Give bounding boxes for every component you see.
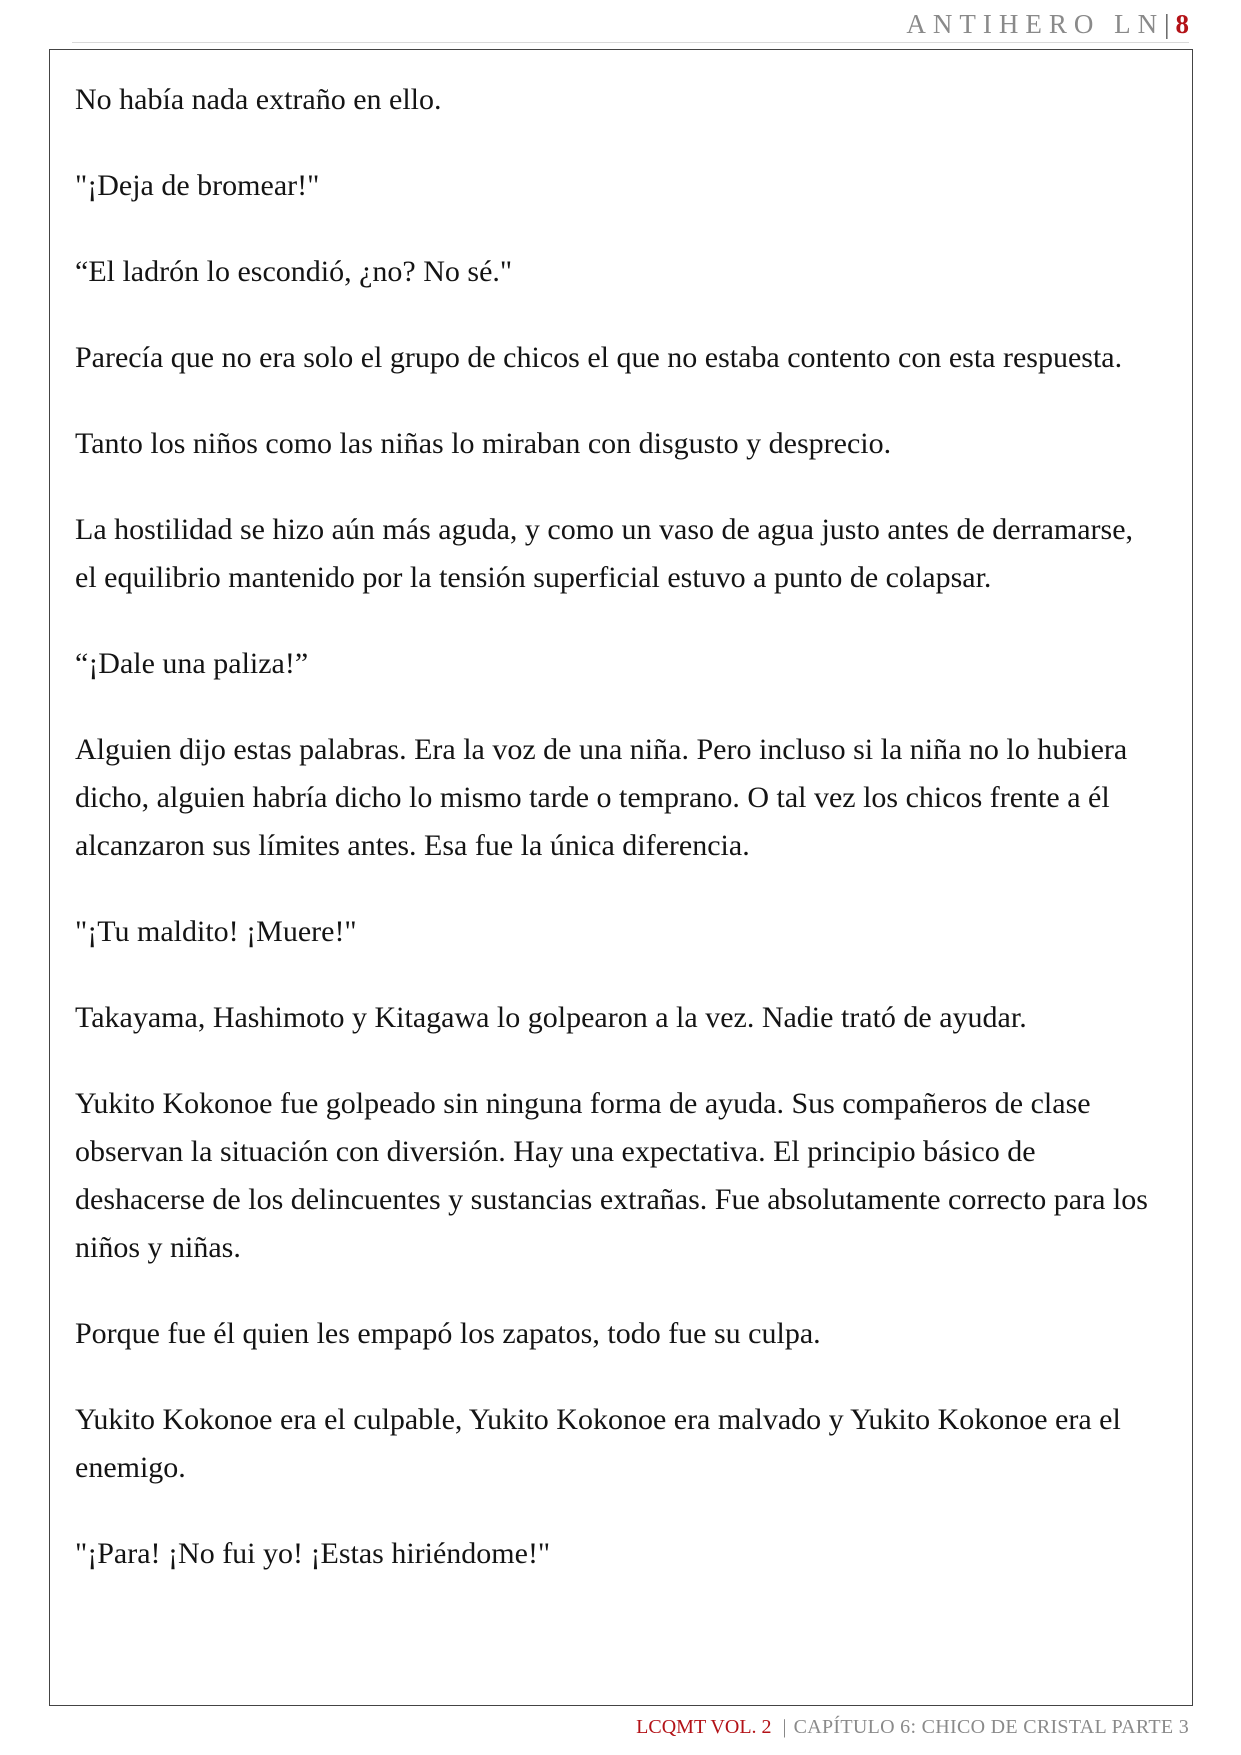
paragraph: Porque fue él quien les empapó los zapatos, todo fue su culpa. xyxy=(75,1317,821,1350)
paragraph: Yukito Kokonoe era el culpable, Yukito Kokonoe era malvado y Yukito Kokonoe era el enemigo. xyxy=(75,1403,1121,1484)
header-divider xyxy=(72,42,1189,43)
page-footer xyxy=(636,1716,1189,1739)
paragraph: Yukito Kokonoe fue golpeado sin ninguna forma de ayuda. Sus compañeros de clase observan la situación con diversión. Hay una expectativa. El principio básico de deshacerse de los delincuentes y sustancias extrañas. Fue absolutamente correcto para los niños y niñas. xyxy=(75,1087,1148,1264)
paragraph: "¡Tu maldito! ¡Muere!" xyxy=(75,915,357,948)
paragraph: "¡Deja de bromear!" xyxy=(75,169,320,202)
paragraph: No había nada extraño en ello. xyxy=(75,83,442,116)
paragraph: Takayama, Hashimoto y Kitagawa lo golpearon a la vez. Nadie trató de ayudar. xyxy=(75,1001,1027,1034)
header-separator: | xyxy=(1164,8,1170,39)
footer-separator: | xyxy=(782,1716,787,1738)
body-text xyxy=(75,76,1150,1616)
paragraph: La hostilidad se hizo aún más aguda, y como un vaso de agua justo antes de derramarse, el equilibrio mantenido por la tensión superficial estuvo a punto de colapsar. xyxy=(75,513,1134,594)
paragraph: Parecía que no era solo el grupo de chicos el que no estaba contento con esta respuesta. xyxy=(75,341,1123,374)
footer-volume: LCQMT VOL. 2 xyxy=(636,1716,772,1738)
book-title: ANTIHERO LN xyxy=(906,8,1165,39)
paragraph: “¡Dale una paliza!” xyxy=(75,647,309,680)
paragraph: Alguien dijo estas palabras. Era la voz de una niña. Pero incluso si la niña no lo hubiera dicho, alguien habría dicho lo mismo tarde o temprano. O tal vez los chicos frente a él alcanzaron sus límites antes. Esa fue la única diferencia. xyxy=(75,733,1128,862)
footer-chapter: CAPÍTULO 6: CHICO DE CRISTAL PARTE 3 xyxy=(793,1716,1189,1738)
paragraph: “El ladrón lo escondió, ¿no? No sé." xyxy=(75,255,513,288)
paragraph: "¡Para! ¡No fui yo! ¡Estas hiriéndome!" xyxy=(75,1537,551,1570)
paragraph: Tanto los niños como las niñas lo miraban con disgusto y desprecio. xyxy=(75,427,892,460)
page-header xyxy=(906,6,1189,42)
page-number: 8 xyxy=(1175,8,1189,39)
